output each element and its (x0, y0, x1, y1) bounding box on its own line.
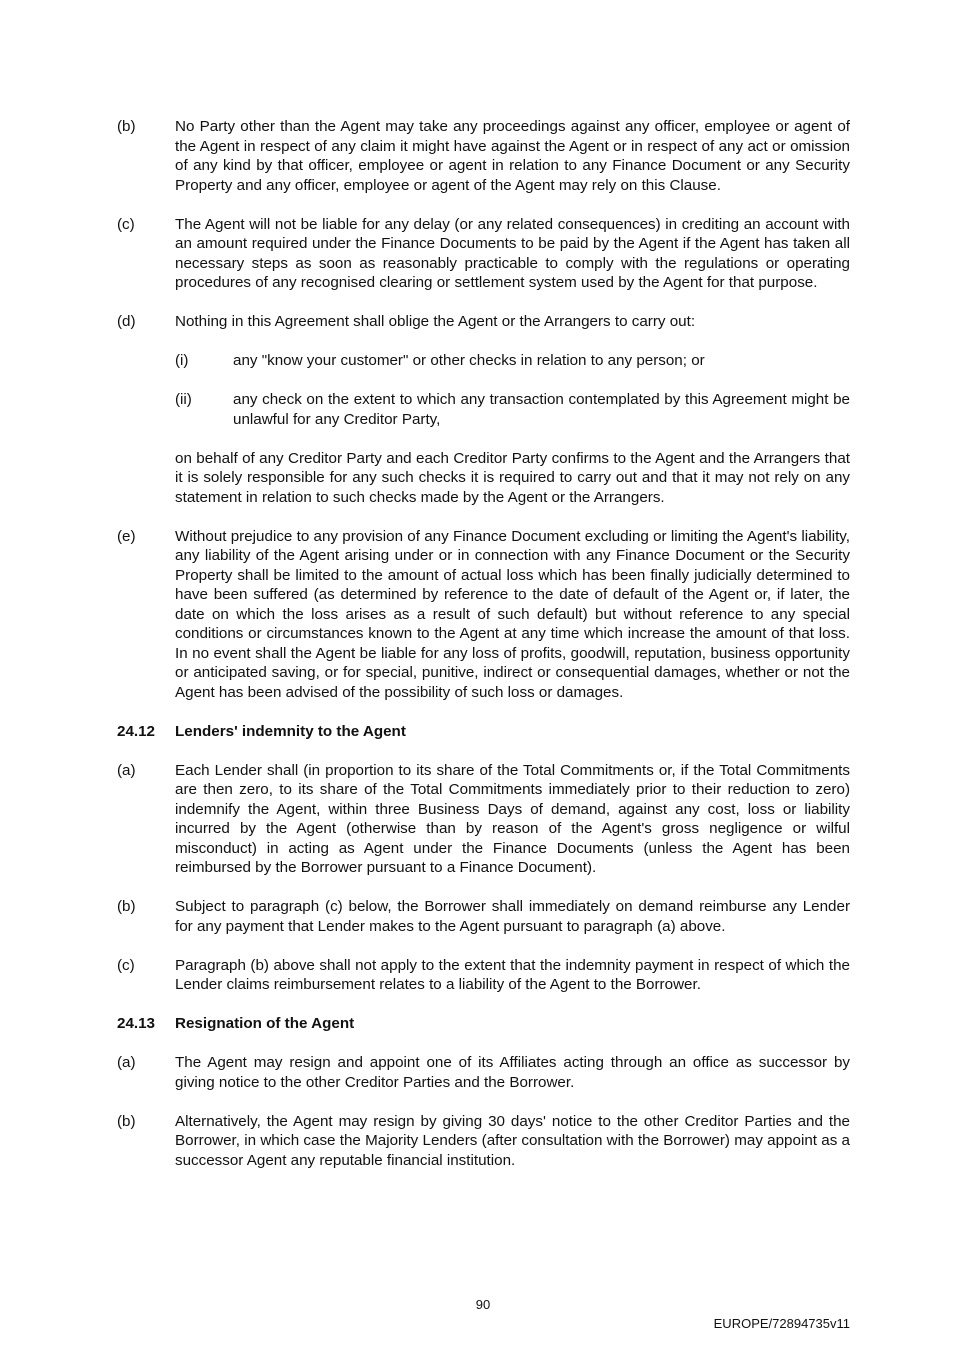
paragraph-text: Nothing in this Agreement shall oblige the Agent or the Arrangers to carry out: (175, 313, 696, 330)
paragraph-text: No Party other than the Agent may take any proceedings against any officer, employee or agent of the Agent in respect of any claim it might have against the Agent or in respect of any act or omission of any kind by that officer, employee or agent in relation to any Finance Document or any Security Property and any officer, employee or agent of the Agent may rely on this Clause. (175, 118, 850, 194)
paragraph-c (117, 956, 850, 995)
subparagraph-i (117, 351, 850, 371)
paragraph-label: (b) (117, 1112, 136, 1130)
paragraph-label: (e) (117, 527, 136, 545)
paragraph-d (117, 312, 850, 332)
section-title: Lenders' indemnity to the Agent (175, 722, 406, 740)
paragraph-text: Without prejudice to any provision of any Finance Document excluding or limiting the Agent's liability, any liability of the Agent arising under or in connection with any Finance Document or the Security Property shall be limited to the amount of actual loss which has been finally judicially determined to have been suffered (as determined by reference to the date of default of the Agent or, if later, the date on which the loss arises as a result of such default) but without reference to any special conditions or circumstances known to the Agent at any time which increase the amount of that loss. In no event shall the Agent be liable for any loss of profits, goodwill, reputation, business opportunity or anticipated saving, or for special, punitive, indirect or consequential damages, whether or not the Agent has been advised of the possibility of such loss or damages. (175, 527, 850, 701)
subparagraph-text: any check on the extent to which any transaction contemplated by this Agreement might be unlawful for any Creditor Party, (233, 391, 850, 428)
section-number: 24.13 (117, 1015, 156, 1032)
paragraph-label: (a) (117, 761, 136, 779)
subparagraph-label: (ii) (175, 391, 192, 408)
document-page (117, 117, 850, 1190)
paragraph-label: (d) (117, 313, 136, 330)
paragraph-label: (c) (117, 215, 135, 233)
paragraph-text: Each Lender shall (in proportion to its share of the Total Commitments or, if the Total Commitments are then zero, to its share of the Total Commitments immediately prior to their reduction to zero) indemnify the Agent, within three Business Days of demand, against any cost, loss or liability incurred by the Agent (otherwise than by reason of the Agent's gross negligence or wilful misconduct) in acting as Agent under the Finance Documents (unless the Agent has been reimbursed by the Borrower pursuant to a Finance Document). (175, 761, 850, 876)
paragraph-a (117, 1053, 850, 1092)
paragraph-text: Alternatively, the Agent may resign by giving 30 days' notice to the other Creditor Parties and the Borrower, in which case the Majority Lenders (after consultation with the Borrower) may appoint as a successor Agent any reputable financial institution. (175, 1112, 850, 1169)
paragraph-text: Paragraph (b) above shall not apply to the extent that the indemnity payment in respect of which the Lender claims reimbursement relates to a liability of the Agent to the Borrower. (175, 956, 850, 993)
paragraph-text: The Agent will not be liable for any delay (or any related consequences) in crediting an account with an amount required under the Finance Documents to be paid by the Agent if the Agent has taken all necessary steps as soon as reasonably practicable to comply with the regulations or operating procedures of any recognised clearing or settlement system used by the Agent for that purpose. (175, 215, 850, 291)
subparagraph-text: any "know your customer" or other checks in relation to any person; or (233, 352, 705, 369)
paragraph-text: Subject to paragraph (c) below, the Borrower shall immediately on demand reimburse any Lender for any payment that Lender makes to the Agent pursuant to paragraph (a) above. (175, 898, 850, 935)
paragraph-c (117, 215, 850, 293)
subparagraph-ii (117, 390, 850, 429)
page-number: 90 (475, 1297, 491, 1312)
paragraph-b (117, 1112, 850, 1171)
paragraph-d-continuation: on behalf of any Creditor Party and each Creditor Party confirms to the Agent and the Arrangers that it is solely responsible for any such checks it is required to carry out and that it may not rely on any statement in relation to such checks made by the Agent or the Arrangers. (175, 449, 850, 506)
section-number: 24.12 (117, 722, 156, 740)
section-heading-24-12 (117, 722, 850, 742)
paragraph-text: The Agent may resign and appoint one of its Affiliates acting through an office as successor by giving notice to the other Creditor Parties and the Borrower. (175, 1054, 850, 1091)
paragraph-label: (c) (117, 956, 135, 974)
paragraph-b (117, 897, 850, 936)
paragraph-label: (b) (117, 118, 136, 135)
section-title: Resignation of the Agent (175, 1015, 355, 1032)
paragraph-b (117, 117, 850, 195)
paragraph-label: (a) (117, 1054, 136, 1071)
section-heading-24-13 (117, 1014, 850, 1034)
document-reference: EUROPE/72894735v11 (713, 1316, 850, 1331)
subparagraph-label: (i) (175, 352, 189, 369)
paragraph-label: (b) (117, 898, 136, 915)
paragraph-a (117, 761, 850, 878)
paragraph-e (117, 527, 850, 703)
